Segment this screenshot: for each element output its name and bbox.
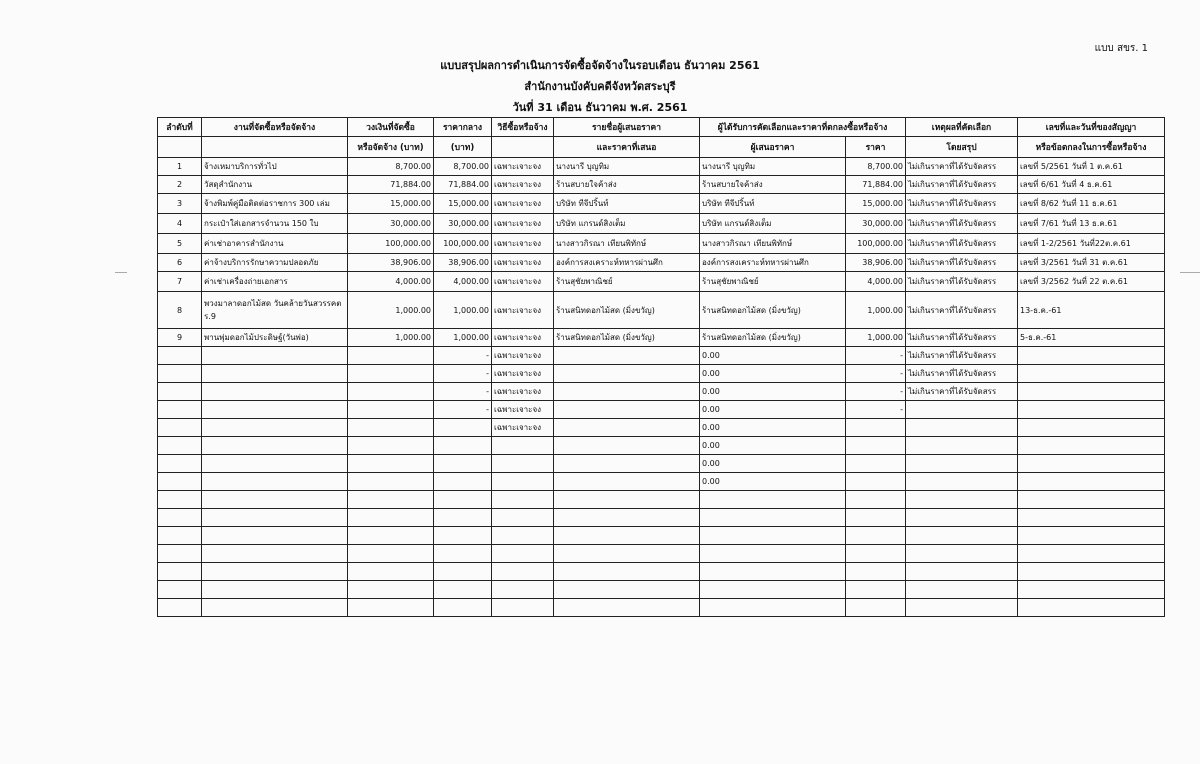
cell-reason bbox=[906, 599, 1018, 617]
header-bidders: รายชื่อผู้เสนอราคา bbox=[554, 118, 700, 137]
cell-median bbox=[434, 509, 492, 527]
cell-median: 71,884.00 bbox=[434, 176, 492, 194]
table-row-blank bbox=[158, 455, 1165, 473]
cell-work: พวงมาลาดอกไม้สด วันคล้ายวันสวรรคต ร.9 bbox=[202, 292, 348, 329]
cell-method: เฉพาะเจาะจง bbox=[492, 419, 554, 437]
cell-work: จ้างเหมาบริการทั่วไป bbox=[202, 158, 348, 176]
cell-winner: ร้านสบายใจค้าส่ง bbox=[700, 176, 846, 194]
cell-contract bbox=[1018, 365, 1165, 383]
cell-bidder bbox=[554, 401, 700, 419]
table-row-blank bbox=[158, 545, 1165, 563]
cell-bidder bbox=[554, 527, 700, 545]
cell-work: กระเป๋าใส่เอกสารจำนวน 150 ใบ bbox=[202, 214, 348, 234]
cell-method: เฉพาะเจาะจง bbox=[492, 401, 554, 419]
cell-budget: 71,884.00 bbox=[348, 176, 434, 194]
cell-winner bbox=[700, 491, 846, 509]
cell-no bbox=[158, 383, 202, 401]
cell-contract bbox=[1018, 383, 1165, 401]
cell-reason: ไม่เกินราคาที่ได้รับจัดสรร bbox=[906, 347, 1018, 365]
cell-work bbox=[202, 455, 348, 473]
cell-reason bbox=[906, 473, 1018, 491]
cell-contract: เลขที่ 6/61 วันที่ 4 ธ.ค.61 bbox=[1018, 176, 1165, 194]
cell-work bbox=[202, 491, 348, 509]
cell-contract: เลขที่ 1-2/2561 วันที่22ต.ค.61 bbox=[1018, 234, 1165, 254]
cell-method bbox=[492, 563, 554, 581]
cell-budget bbox=[348, 419, 434, 437]
cell-bidder bbox=[554, 491, 700, 509]
header-median: ราคากลาง bbox=[434, 118, 492, 137]
cell-bidder bbox=[554, 419, 700, 437]
cell-work: ค่าเช่าอาคารสำนักงาน bbox=[202, 234, 348, 254]
cell-no bbox=[158, 401, 202, 419]
cell-median bbox=[434, 563, 492, 581]
cell-price: - bbox=[846, 383, 906, 401]
cell-budget: 4,000.00 bbox=[348, 272, 434, 292]
cell-no bbox=[158, 419, 202, 437]
cell-contract: เลขที่ 3/2562 วันที่ 22 ต.ค.61 bbox=[1018, 272, 1165, 292]
cell-price bbox=[846, 509, 906, 527]
cell-method: เฉพาะเจาะจง bbox=[492, 292, 554, 329]
cell-no bbox=[158, 473, 202, 491]
cell-method bbox=[492, 473, 554, 491]
cell-method bbox=[492, 491, 554, 509]
cell-bidder bbox=[554, 455, 700, 473]
cell-reason bbox=[906, 509, 1018, 527]
table-row bbox=[158, 272, 1165, 292]
cell-bidder bbox=[554, 437, 700, 455]
cell-price: - bbox=[846, 401, 906, 419]
cell-no: 7 bbox=[158, 272, 202, 292]
cell-no: 3 bbox=[158, 194, 202, 214]
cell-contract: เลขที่ 8/62 วันที่ 11 ธ.ค.61 bbox=[1018, 194, 1165, 214]
cell-winner: บริษัท แกรนด์สิงเต็ม bbox=[700, 214, 846, 234]
cell-bidder: ร้านสนิทดอกไม้สด (มิ่งขวัญ) bbox=[554, 329, 700, 347]
cell-budget bbox=[348, 437, 434, 455]
cell-no: 2 bbox=[158, 176, 202, 194]
cell-contract bbox=[1018, 419, 1165, 437]
cell-work: วัสดุสำนักงาน bbox=[202, 176, 348, 194]
cell-bidder bbox=[554, 347, 700, 365]
cell-work: ค่าเช่าเครื่องถ่ายเอกสาร bbox=[202, 272, 348, 292]
document-title: แบบสรุปผลการดำเนินการจัดซื้อจัดจ้างในรอบเดือน ธันวาคม 2561 bbox=[440, 59, 760, 72]
table-row-blank bbox=[158, 437, 1165, 455]
cell-no bbox=[158, 437, 202, 455]
cell-reason: ไม่เกินราคาที่ได้รับจัดสรร bbox=[906, 194, 1018, 214]
cell-work bbox=[202, 401, 348, 419]
cell-price: 15,000.00 bbox=[846, 194, 906, 214]
table-row bbox=[158, 292, 1165, 329]
cell-method bbox=[492, 581, 554, 599]
cell-bidder: องค์การสงเคราะห์ทหารผ่านศึก bbox=[554, 254, 700, 272]
table-row-blank bbox=[158, 509, 1165, 527]
cell-bidder bbox=[554, 545, 700, 563]
procurement-table bbox=[157, 117, 1165, 617]
cell-contract bbox=[1018, 437, 1165, 455]
table-row bbox=[158, 329, 1165, 347]
cell-price: 71,884.00 bbox=[846, 176, 906, 194]
cell-method bbox=[492, 527, 554, 545]
cell-price: 1,000.00 bbox=[846, 292, 906, 329]
cell-median bbox=[434, 581, 492, 599]
cell-budget bbox=[348, 527, 434, 545]
cell-work bbox=[202, 599, 348, 617]
header-bidders-price: และราคาที่เสนอ bbox=[554, 137, 700, 158]
cell-work: พานพุ่มดอกไม้ประดิษฐ์(วันพ่อ) bbox=[202, 329, 348, 347]
cell-work: จ้างพิมพ์คู่มือติดต่อราชการ 300 เล่ม bbox=[202, 194, 348, 214]
cell-contract bbox=[1018, 527, 1165, 545]
header-selected-name: ผู้เสนอราคา bbox=[700, 137, 846, 158]
table-row-blank bbox=[158, 581, 1165, 599]
cell-no bbox=[158, 455, 202, 473]
cell-winner: ร้านสุชัยพาณิชย์ bbox=[700, 272, 846, 292]
cell-no: 6 bbox=[158, 254, 202, 272]
cell-bidder bbox=[554, 473, 700, 491]
cell-work bbox=[202, 383, 348, 401]
cell-contract bbox=[1018, 599, 1165, 617]
cell-no bbox=[158, 563, 202, 581]
cell-contract bbox=[1018, 491, 1165, 509]
cell-method: เฉพาะเจาะจง bbox=[492, 176, 554, 194]
header-median-unit: (บาท) bbox=[434, 137, 492, 158]
cell-budget: 100,000.00 bbox=[348, 234, 434, 254]
header-selected: ผู้ได้รับการคัดเลือกและราคาที่ตกลงซื้อหรือจ้าง bbox=[700, 118, 906, 137]
table-row bbox=[158, 234, 1165, 254]
cell-no: 8 bbox=[158, 292, 202, 329]
header-method: วิธีซื้อหรือจ้าง bbox=[492, 118, 554, 137]
agency-name: สำนักงานบังคับคดีจังหวัดสระบุรี bbox=[524, 80, 676, 93]
header-work: งานที่จัดซื้อหรือจัดจ้าง bbox=[202, 118, 348, 137]
table-header bbox=[158, 118, 1165, 158]
cell-winner: ร้านสนิทดอกไม้สด (มิ่งขวัญ) bbox=[700, 292, 846, 329]
cell-median: 8,700.00 bbox=[434, 158, 492, 176]
cell-winner bbox=[700, 599, 846, 617]
cell-median: - bbox=[434, 383, 492, 401]
table-row-blank bbox=[158, 473, 1165, 491]
cell-price bbox=[846, 473, 906, 491]
cell-no bbox=[158, 491, 202, 509]
cell-budget: 30,000.00 bbox=[348, 214, 434, 234]
cell-winner bbox=[700, 509, 846, 527]
cell-method bbox=[492, 545, 554, 563]
cell-price: 100,000.00 bbox=[846, 234, 906, 254]
cell-bidder bbox=[554, 383, 700, 401]
table-row bbox=[158, 176, 1165, 194]
cell-budget bbox=[348, 563, 434, 581]
scan-artifact-line bbox=[115, 272, 127, 273]
cell-reason: ไม่เกินราคาที่ได้รับจัดสรร bbox=[906, 292, 1018, 329]
cell-median bbox=[434, 455, 492, 473]
cell-price: - bbox=[846, 347, 906, 365]
cell-method: เฉพาะเจาะจง bbox=[492, 194, 554, 214]
cell-winner: 0.00 bbox=[700, 473, 846, 491]
cell-budget: 8,700.00 bbox=[348, 158, 434, 176]
cell-method: เฉพาะเจาะจง bbox=[492, 272, 554, 292]
cell-median: 1,000.00 bbox=[434, 329, 492, 347]
cell-winner: นางนารี บุญทิม bbox=[700, 158, 846, 176]
cell-bidder: นางสาวกิรณา เทียนพิทักษ์ bbox=[554, 234, 700, 254]
cell-work bbox=[202, 419, 348, 437]
cell-price: 38,906.00 bbox=[846, 254, 906, 272]
cell-price bbox=[846, 545, 906, 563]
cell-contract: 5-ธ.ค.-61 bbox=[1018, 329, 1165, 347]
cell-budget bbox=[348, 383, 434, 401]
cell-budget bbox=[348, 491, 434, 509]
cell-contract: เลขที่ 3/2561 วันที่ 31 ต.ค.61 bbox=[1018, 254, 1165, 272]
cell-contract: เลขที่ 7/61 วันที่ 13 ธ.ค.61 bbox=[1018, 214, 1165, 234]
cell-winner: นางสาวกิรณา เทียนพิทักษ์ bbox=[700, 234, 846, 254]
cell-bidder: ร้านสนิทดอกไม้สด (มิ่งขวัญ) bbox=[554, 292, 700, 329]
cell-price bbox=[846, 419, 906, 437]
cell-bidder: ร้านสุชัยพาณิชย์ bbox=[554, 272, 700, 292]
cell-method: เฉพาะเจาะจง bbox=[492, 347, 554, 365]
cell-bidder: บริษัท แกรนด์สิงเต็ม bbox=[554, 214, 700, 234]
cell-median: 30,000.00 bbox=[434, 214, 492, 234]
cell-reason bbox=[906, 455, 1018, 473]
cell-work bbox=[202, 563, 348, 581]
cell-no bbox=[158, 599, 202, 617]
header-reason-summary: โดยสรุป bbox=[906, 137, 1018, 158]
cell-work bbox=[202, 527, 348, 545]
cell-winner: 0.00 bbox=[700, 401, 846, 419]
header-selected-price: ราคา bbox=[846, 137, 906, 158]
cell-median: 100,000.00 bbox=[434, 234, 492, 254]
cell-reason bbox=[906, 491, 1018, 509]
cell-contract bbox=[1018, 455, 1165, 473]
cell-reason bbox=[906, 545, 1018, 563]
table-row-blank bbox=[158, 599, 1165, 617]
header-budget: วงเงินที่จัดซื้อ bbox=[348, 118, 434, 137]
cell-winner bbox=[700, 563, 846, 581]
cell-price: 4,000.00 bbox=[846, 272, 906, 292]
cell-method: เฉพาะเจาะจง bbox=[492, 365, 554, 383]
header-contract: เลขที่และวันที่ของสัญญา bbox=[1018, 118, 1165, 137]
table-row-blank bbox=[158, 383, 1165, 401]
cell-reason: ไม่เกินราคาที่ได้รับจัดสรร bbox=[906, 272, 1018, 292]
cell-price: 8,700.00 bbox=[846, 158, 906, 176]
table-row-blank bbox=[158, 527, 1165, 545]
cell-winner: 0.00 bbox=[700, 455, 846, 473]
cell-median: - bbox=[434, 347, 492, 365]
cell-method bbox=[492, 437, 554, 455]
cell-budget bbox=[348, 599, 434, 617]
cell-no: 9 bbox=[158, 329, 202, 347]
cell-work: ค่าจ้างบริการรักษาความปลอดภัย bbox=[202, 254, 348, 272]
table-row-blank bbox=[158, 491, 1165, 509]
cell-winner: 0.00 bbox=[700, 437, 846, 455]
cell-bidder bbox=[554, 563, 700, 581]
cell-reason bbox=[906, 527, 1018, 545]
cell-method: เฉพาะเจาะจง bbox=[492, 329, 554, 347]
cell-price bbox=[846, 455, 906, 473]
table-row-blank bbox=[158, 365, 1165, 383]
table-body bbox=[158, 158, 1165, 617]
cell-work bbox=[202, 365, 348, 383]
cell-winner bbox=[700, 545, 846, 563]
cell-budget bbox=[348, 455, 434, 473]
header-no-cont bbox=[158, 137, 202, 158]
cell-no bbox=[158, 365, 202, 383]
cell-contract bbox=[1018, 563, 1165, 581]
cell-method bbox=[492, 599, 554, 617]
cell-median bbox=[434, 599, 492, 617]
cell-no bbox=[158, 509, 202, 527]
table-row bbox=[158, 158, 1165, 176]
cell-budget bbox=[348, 401, 434, 419]
cell-no: 1 bbox=[158, 158, 202, 176]
cell-work bbox=[202, 347, 348, 365]
cell-budget bbox=[348, 545, 434, 563]
cell-median bbox=[434, 527, 492, 545]
cell-method: เฉพาะเจาะจง bbox=[492, 234, 554, 254]
cell-budget bbox=[348, 509, 434, 527]
cell-median: 38,906.00 bbox=[434, 254, 492, 272]
header-contract-detail: หรือข้อตกลงในการซื้อหรือจ้าง bbox=[1018, 137, 1165, 158]
cell-reason: ไม่เกินราคาที่ได้รับจัดสรร bbox=[906, 176, 1018, 194]
cell-budget bbox=[348, 347, 434, 365]
cell-median: 4,000.00 bbox=[434, 272, 492, 292]
cell-contract bbox=[1018, 401, 1165, 419]
cell-budget bbox=[348, 581, 434, 599]
cell-contract bbox=[1018, 473, 1165, 491]
cell-budget: 1,000.00 bbox=[348, 329, 434, 347]
cell-no: 4 bbox=[158, 214, 202, 234]
cell-price bbox=[846, 527, 906, 545]
cell-price bbox=[846, 491, 906, 509]
cell-price bbox=[846, 563, 906, 581]
cell-contract bbox=[1018, 347, 1165, 365]
cell-method bbox=[492, 455, 554, 473]
cell-price bbox=[846, 581, 906, 599]
cell-median bbox=[434, 545, 492, 563]
cell-no bbox=[158, 545, 202, 563]
cell-bidder bbox=[554, 599, 700, 617]
cell-median bbox=[434, 437, 492, 455]
scan-artifact-line bbox=[1180, 272, 1200, 273]
document-date: วันที่ 31 เดือน ธันวาคม พ.ศ. 2561 bbox=[512, 101, 688, 114]
cell-contract bbox=[1018, 581, 1165, 599]
cell-no: 5 bbox=[158, 234, 202, 254]
cell-budget: 15,000.00 bbox=[348, 194, 434, 214]
cell-work bbox=[202, 581, 348, 599]
cell-work bbox=[202, 545, 348, 563]
cell-winner: 0.00 bbox=[700, 365, 846, 383]
table-row bbox=[158, 214, 1165, 234]
cell-reason bbox=[906, 581, 1018, 599]
cell-winner: 0.00 bbox=[700, 419, 846, 437]
table-row bbox=[158, 254, 1165, 272]
cell-work bbox=[202, 473, 348, 491]
table-row-blank bbox=[158, 401, 1165, 419]
cell-reason: ไม่เกินราคาที่ได้รับจัดสรร bbox=[906, 158, 1018, 176]
cell-method: เฉพาะเจาะจง bbox=[492, 158, 554, 176]
cell-method bbox=[492, 509, 554, 527]
cell-bidder: ร้านสบายใจค้าส่ง bbox=[554, 176, 700, 194]
cell-budget bbox=[348, 365, 434, 383]
cell-bidder: นางนารี บุญทิม bbox=[554, 158, 700, 176]
cell-no bbox=[158, 347, 202, 365]
cell-winner: ร้านสนิทดอกไม้สด (มิ่งขวัญ) bbox=[700, 329, 846, 347]
cell-price: 30,000.00 bbox=[846, 214, 906, 234]
cell-contract: 13-ธ.ค.-61 bbox=[1018, 292, 1165, 329]
cell-median: - bbox=[434, 401, 492, 419]
cell-reason bbox=[906, 401, 1018, 419]
cell-median bbox=[434, 491, 492, 509]
table-row bbox=[158, 194, 1165, 214]
cell-winner: 0.00 bbox=[700, 347, 846, 365]
document-titles bbox=[0, 55, 1200, 118]
table-row-blank bbox=[158, 563, 1165, 581]
table-row-blank bbox=[158, 419, 1165, 437]
cell-reason: ไม่เกินราคาที่ได้รับจัดสรร bbox=[906, 365, 1018, 383]
cell-bidder bbox=[554, 509, 700, 527]
header-method-cont bbox=[492, 137, 554, 158]
cell-price: 1,000.00 bbox=[846, 329, 906, 347]
cell-no bbox=[158, 581, 202, 599]
cell-reason: ไม่เกินราคาที่ได้รับจัดสรร bbox=[906, 254, 1018, 272]
header-budget-unit: หรือจัดจ้าง (บาท) bbox=[348, 137, 434, 158]
cell-winner: บริษัท ทีจีปริ้นท์ bbox=[700, 194, 846, 214]
cell-contract bbox=[1018, 545, 1165, 563]
cell-median: - bbox=[434, 365, 492, 383]
cell-work bbox=[202, 509, 348, 527]
cell-reason: ไม่เกินราคาที่ได้รับจัดสรร bbox=[906, 329, 1018, 347]
cell-median: 15,000.00 bbox=[434, 194, 492, 214]
cell-method: เฉพาะเจาะจง bbox=[492, 214, 554, 234]
cell-median: 1,000.00 bbox=[434, 292, 492, 329]
cell-budget bbox=[348, 473, 434, 491]
cell-budget: 38,906.00 bbox=[348, 254, 434, 272]
cell-no bbox=[158, 527, 202, 545]
cell-winner bbox=[700, 527, 846, 545]
form-code: แบบ สขร. 1 bbox=[1094, 43, 1148, 54]
cell-contract: เลขที่ 5/2561 วันที่ 1 ต.ค.61 bbox=[1018, 158, 1165, 176]
cell-budget: 1,000.00 bbox=[348, 292, 434, 329]
cell-contract bbox=[1018, 509, 1165, 527]
cell-method: เฉพาะเจาะจง bbox=[492, 383, 554, 401]
cell-reason bbox=[906, 563, 1018, 581]
cell-reason: ไม่เกินราคาที่ได้รับจัดสรร bbox=[906, 234, 1018, 254]
cell-method: เฉพาะเจาะจง bbox=[492, 254, 554, 272]
cell-reason bbox=[906, 437, 1018, 455]
cell-winner bbox=[700, 581, 846, 599]
cell-reason: ไม่เกินราคาที่ได้รับจัดสรร bbox=[906, 383, 1018, 401]
table-row-blank bbox=[158, 347, 1165, 365]
cell-median bbox=[434, 419, 492, 437]
cell-work bbox=[202, 437, 348, 455]
cell-bidder: บริษัท ทีจีปริ้นท์ bbox=[554, 194, 700, 214]
header-work-cont bbox=[202, 137, 348, 158]
cell-bidder bbox=[554, 365, 700, 383]
cell-median bbox=[434, 473, 492, 491]
header-reason: เหตุผลที่คัดเลือก bbox=[906, 118, 1018, 137]
cell-reason bbox=[906, 419, 1018, 437]
cell-reason: ไม่เกินราคาที่ได้รับจัดสรร bbox=[906, 214, 1018, 234]
cell-bidder bbox=[554, 581, 700, 599]
header-no: ลำดับที่ bbox=[158, 118, 202, 137]
cell-price bbox=[846, 599, 906, 617]
cell-winner: องค์การสงเคราะห์ทหารผ่านศึก bbox=[700, 254, 846, 272]
cell-price: - bbox=[846, 365, 906, 383]
cell-price bbox=[846, 437, 906, 455]
cell-winner: 0.00 bbox=[700, 383, 846, 401]
